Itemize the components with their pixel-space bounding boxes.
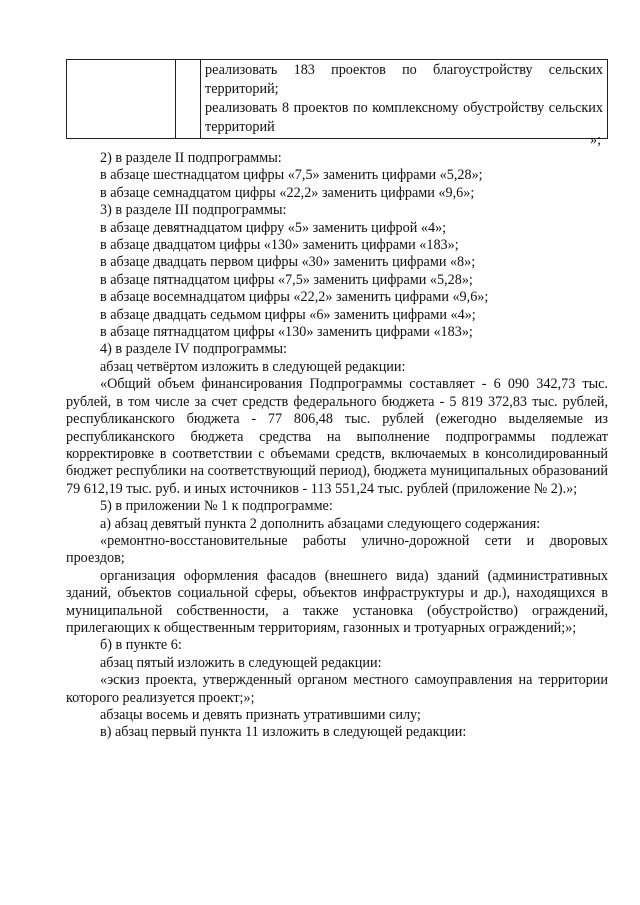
closing-quote-mark: »;	[590, 132, 602, 148]
paragraph: в) абзац первый пункта 11 изложить в следующей редакции:	[100, 724, 467, 741]
paragraph: абзац пятый изложить в следующей редакции:	[100, 654, 382, 671]
paragraph: в абзаце двадцать первом цифры «30» заменить цифрами «8»;	[100, 254, 476, 271]
paragraph: в абзаце двадцать седьмом цифры «6» заменить цифрами «4»;	[100, 306, 476, 323]
paragraph: в абзаце двадцатом цифры «130» заменить цифрами «183»;	[100, 237, 459, 254]
paragraph: абзац четвёртом изложить в следующей редакции:	[100, 358, 406, 375]
table-fragment	[66, 59, 608, 139]
paragraph: 3) в разделе III подпрограммы:	[100, 202, 287, 219]
table-cell-text	[201, 60, 608, 139]
table-cell-empty	[67, 60, 176, 139]
paragraph: абзацы восемь и девять признать утратившими силу;	[100, 707, 421, 723]
paragraph-financing: «Общий объем финансирования Подпрограммы составляет - 6 090 342,73 тыс. рублей, в том числе за счет средств федерального бюджета - 5 819 372,83 тыс. рублей, республиканского бюджета - 77 806,48 тыс. рублей (ежегодно выделяемые из республиканского бюджета средства на выполнение подпрограммы подлежат корректировке в соответствии с объемами средств, включаемых в консолидированный бюджет республики на соответствующий период), бюджета муниципальных образований 79 612,19 тыс. руб. и иных источников - 113 551,24 тыс. рублей (приложение № 2).»;	[66, 376, 608, 497]
table-text-line: реализовать 8 проектов по комплексному обустройству сельских территорий	[205, 100, 603, 135]
paragraph: 5) в приложении № 1 к подпрограмме:	[100, 498, 333, 515]
table-text-line: реализовать 183 проектов по благоустройству сельских территорий;	[205, 62, 603, 97]
paragraph: «эскиз проекта, утвержденный органом местного самоуправления на территории которого реализуется проект;»;	[66, 672, 608, 706]
paragraph: организация оформления фасадов (внешнего вида) зданий (административных зданий, объектов социальной сферы, объектов инфраструктуры и др.), находящихся в муниципальной собственности, а также установка (обустройство) ограждений, прилегающих к общественным территориям, газонных и тротуарных ограждений;»;	[66, 567, 608, 636]
table-cell-empty	[176, 60, 201, 139]
document-body	[66, 150, 608, 742]
paragraph: 4) в разделе IV подпрограммы:	[100, 341, 287, 358]
paragraph: в абзаце восемнадцатом цифры «22,2» заменить цифрами «9,6»;	[100, 289, 489, 306]
paragraph: «ремонтно-восстановительные работы улично-дорожной сети и дворовых проездов;	[66, 532, 608, 567]
table-row	[67, 60, 608, 139]
paragraph: в абзаце пятнадцатом цифры «7,5» заменить цифрами «5,28»;	[100, 271, 473, 288]
paragraph: а) абзац девятый пункта 2 дополнить абзацами следующего содержания:	[100, 515, 541, 532]
paragraph: б) в пункте 6:	[100, 637, 182, 654]
paragraph: в абзаце пятнадцатом цифры «130» заменить цифрами «183»;	[100, 324, 473, 341]
paragraph: в абзаце шестнадцатом цифры «7,5» заменить цифрами «5,28»;	[100, 167, 483, 184]
paragraph: в абзаце девятнадцатом цифру «5» заменить цифрой «4»;	[100, 219, 447, 236]
paragraph: 2) в разделе II подпрограммы:	[100, 150, 282, 166]
paragraph: в абзаце семнадцатом цифры «22,2» заменить цифрами «9,6»;	[100, 184, 475, 201]
